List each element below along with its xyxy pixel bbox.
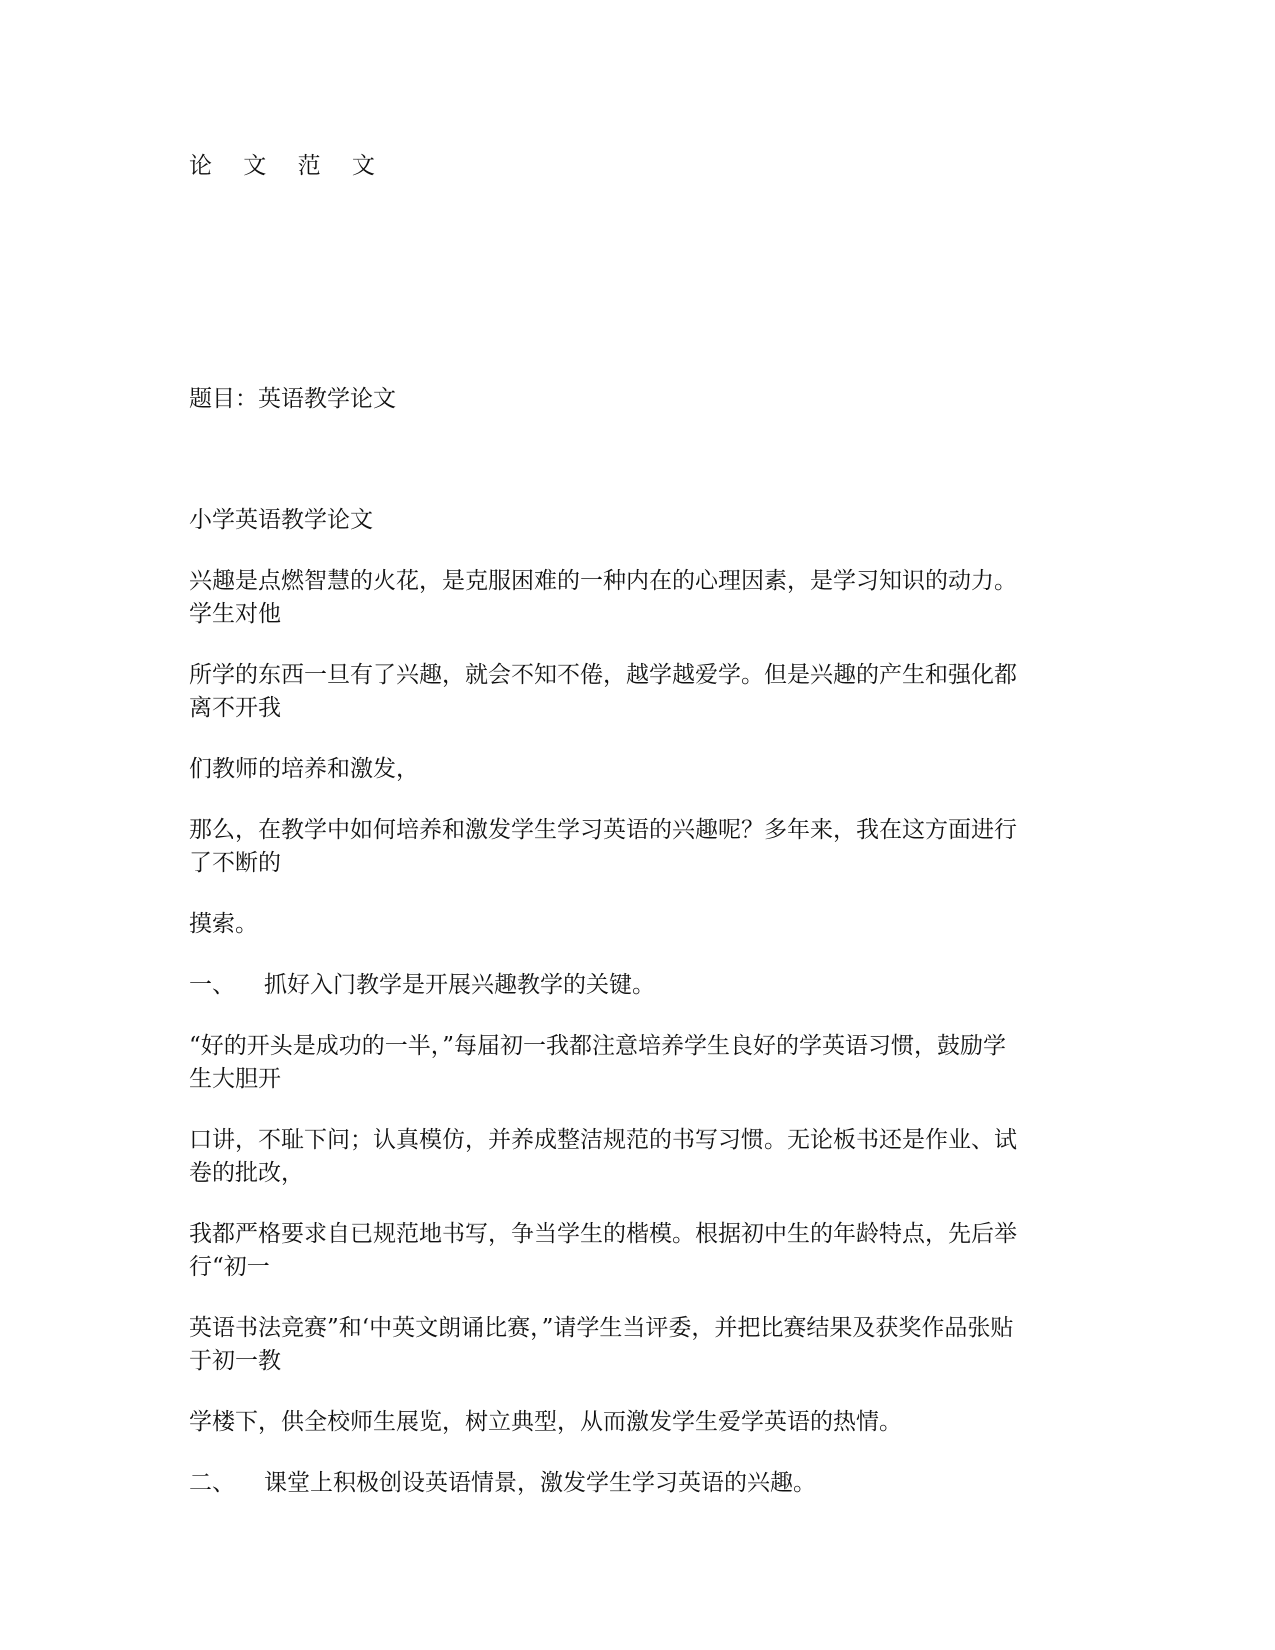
paragraph-line: 英语书法竞赛”和‘中英文朗诵比赛，”请学生当评委，并把比赛结果及获奖作品张贴 <box>189 1315 1014 1341</box>
section-heading-text: 课堂上积极创设英语情景，激发学生学习英语的兴趣。 <box>264 1470 816 1496</box>
section-heading-text: 抓好入门教学是开展兴趣教学的关键。 <box>264 972 655 998</box>
paragraph-line: 我都严格要求自已规范地书写，争当学生的楷模。根据初中生的年龄特点，先后举 <box>189 1221 1017 1247</box>
paragraph-line: 口讲，不耻下问；认真模仿，并养成整洁规范的书写习惯。无论板书还是作业、试 <box>189 1127 1017 1153</box>
paragraph-line: 了不断的 <box>189 850 281 876</box>
paragraph-line: “好的开头是成功的一半，”每届初一我都注意培养学生良好的学英语习惯，鼓励学 <box>189 1033 1007 1059</box>
paragraph-line: 所学的东西一旦有了兴趣，就会不知不倦，越学越爱学。但是兴趣的产生和强化都 <box>189 662 1017 688</box>
section-number: 一、 <box>189 972 235 998</box>
section-heading <box>189 1467 1094 1500</box>
document-title: 题目：英语教学论文 <box>189 386 396 412</box>
paragraph-line: 行“初一 <box>189 1254 270 1280</box>
paragraph-line: 于初一教 <box>189 1348 281 1374</box>
paragraph-line: 那么，在教学中如何培养和激发学生学习英语的兴趣呢？多年来，我在这方面进行 <box>189 817 1017 843</box>
section-heading <box>189 969 1094 1002</box>
section-number: 二、 <box>189 1470 235 1496</box>
paragraph-line: 摸索。 <box>189 911 258 937</box>
paragraph-line: 学生对他 <box>189 601 281 627</box>
paragraph-line: 生大胆开 <box>189 1066 281 1092</box>
paragraph-line: 离不开我 <box>189 695 281 721</box>
paragraph-line: 卷的批改， <box>189 1160 304 1186</box>
paragraph-line: 兴趣是点燃智慧的火花，是克服困难的一种内在的心理因素，是学习知识的动力。 <box>189 568 1017 594</box>
page-header-label: 论 文 范 文 <box>189 153 387 179</box>
paragraph-line: 学楼下，供全校师生展览，树立典型，从而激发学生爱学英语的热情。 <box>189 1409 902 1435</box>
paragraph-line: 们教师的培养和激发， <box>189 756 419 782</box>
document-subtitle: 小学英语教学论文 <box>189 507 373 533</box>
